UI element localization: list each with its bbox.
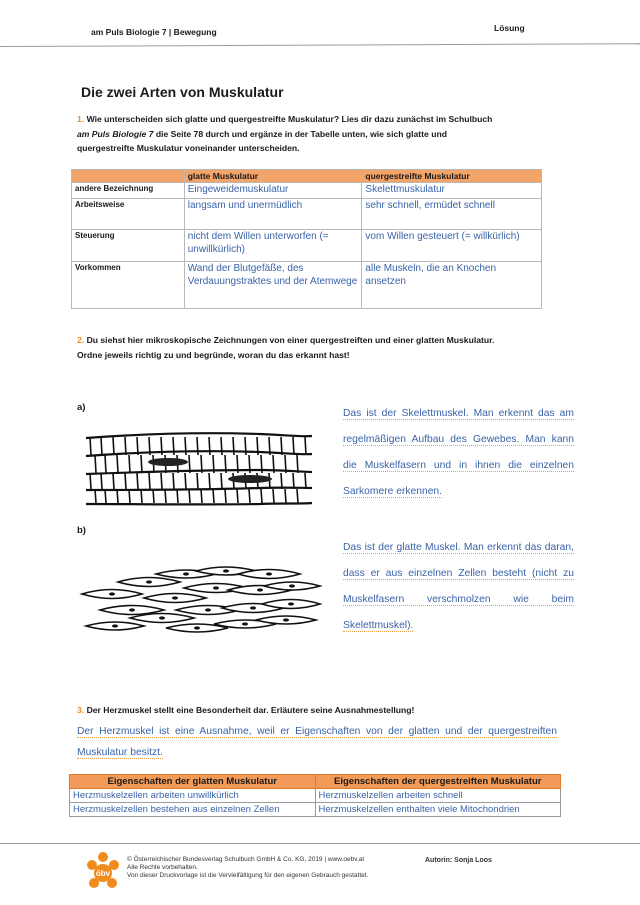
sarcomere-band [105,489,106,503]
sarcomere-band [249,489,250,503]
sarcomere-band [137,473,138,489]
header-divider [0,43,640,47]
sarcomere-band [213,455,214,473]
table-row [72,183,542,199]
table-header-row [72,170,542,183]
sarcomere-band [245,437,246,455]
table-header-striated: quergestreifte Muskulatur [362,170,542,183]
table-header-smooth: glatte Muskulatur [184,170,362,183]
table-row [72,230,542,262]
comparison-table [71,169,542,309]
cell-nucleus [213,586,219,589]
heart-muscle-table [69,774,561,817]
table-row [70,789,561,803]
cell-nucleus [146,580,152,583]
cell-nucleus [257,588,263,591]
cell-nucleus [289,584,295,587]
sarcomere-band [225,455,226,473]
cell-nucleus [283,618,289,621]
cell-nucleus [223,569,229,572]
question-3-number: 3. [77,705,85,715]
sarcomere-band [237,455,238,473]
table-header-smooth-properties: Eigenschaften der glatten Muskulatur [70,775,316,789]
row-label: andere Bezeichnung [72,183,185,199]
cell-nucleus [129,608,135,611]
sarcomere-band [165,489,166,503]
sarcomere-band [249,455,250,473]
question-1-text-a: Wie unterscheiden sich glatte und quergestreifte Muskulatur? Lies dir dazu zunächst im Schulbuch [86,114,493,124]
striated-value: Skelettmuskulatur [362,183,542,199]
sarcomere-band [129,489,130,503]
answer-b-text: Das ist der glatte Muskel. Man erkennt das daran, dass er aus einzelnen Zellen besteht (nicht zu Muskelfasern verschmolzen wie beim Skelettmuskel). [343,542,574,631]
answer-a-text: Das ist der Skelettmuskel. Man erkennt das am regelmäßigen Aufbau des Gewebes. Man kann die Muskelfasern und in ihnen die einzelnen Sarkomere erkennen. [343,408,574,497]
sarcomere-band [173,473,174,489]
sarcomere-band [293,437,294,455]
sarcomere-band [141,489,142,503]
question-2-line-2: Ordne jeweils richtig zu und begründe, woran du das erkannt hast! [77,349,350,360]
sarcomere-band [113,437,114,455]
sarcomere-band [201,489,202,503]
cell-nucleus [242,622,248,625]
sarcomere-band [113,473,114,489]
smooth-value: nicht dem Willen unterworfen (= unwillkürlich) [184,230,362,262]
sarcomere-band [297,455,298,473]
cell-nucleus [194,626,200,629]
author-credit: Autorin: Sonja Loos [425,857,492,864]
question-1-book-ref: am Puls Biologie 7 [77,128,154,139]
smooth-value: Eingeweidemuskulatur [184,183,362,199]
table-cell: Herzmuskelzellen enthalten viele Mitochondrien [315,803,561,817]
publisher-logo-icon [86,851,120,891]
answer-a [343,401,574,505]
sarcomere-band [185,473,186,489]
sarcomere-band [269,437,270,455]
striated-value: alle Muskeln, die an Knochen ansetzen [362,262,542,309]
rights-line: Alle Rechte vorbehalten. [127,864,198,871]
sarcomere-band [189,455,190,473]
cell-nucleus [183,572,189,575]
footer-copyright [127,856,368,880]
row-label: Arbeitsweise [72,199,185,230]
solution-badge: Lösung [494,23,525,33]
sarcomere-band [149,473,150,489]
sarcomere-band [95,455,96,473]
table-header-row [70,775,561,789]
cell-nucleus [109,592,115,595]
drawing-a-label: a) [77,402,86,413]
cell-nucleus [288,602,294,605]
sarcomere-band [117,455,118,473]
sarcomere-band [137,437,138,455]
sarcomere-band [201,455,202,473]
copy-note-line: Von dieser Druckvorlage ist die Vervielfältigung für den eigenen Gebrauch gestattet. [127,872,369,879]
question-1-text-c: quergestreifte Muskulatur voneinander unterscheiden. [77,143,300,153]
table-header-striated-properties: Eigenschaften der quergestreiften Muskulatur [315,775,561,789]
sarcomere-band [305,437,306,455]
table-cell: Herzmuskelzellen bestehen aus einzelnen Zellen [70,803,316,817]
sarcomere-band [101,473,102,489]
question-2-number: 2. [77,335,85,345]
sarcomere-band [177,489,178,503]
question-1-text-b: die Seite 78 durch und ergänze in der Tabelle unten, wie sich glatte und [155,128,447,139]
question-3 [77,703,577,718]
copyright-line: © Österreichischer Bundesverlag Schulbuch GmbH & Co. KG, 2019 | www.oebv.at [127,856,365,863]
table-row [72,199,542,230]
sarcomere-band [273,455,274,473]
cell-nucleus [159,616,165,619]
question-2 [77,333,577,362]
row-label: Steuerung [72,230,185,262]
question-3-text: Der Herzmuskel stellt eine Besonderheit dar. Erläutere seine Ausnahmestellung! [86,705,415,715]
sarcomere-band [281,437,282,455]
question-2-line-1: Du siehst hier mikroskopische Zeichnungen von einer quergestreiften und einer glatten Muskulatur. [86,335,495,345]
answer-3 [77,721,557,763]
table-cell: Herzmuskelzellen arbeiten schnell [315,789,561,803]
sarcomere-band [261,455,262,473]
table-row [70,803,561,817]
cell-nucleus [266,572,272,575]
cell-nucleus [250,606,256,609]
sarcomere-band [269,473,270,489]
sarcomere-band [221,437,222,455]
sarcomere-band [237,489,238,503]
sarcomere-band [129,455,130,473]
sarcomere-band [95,489,96,503]
cell-nucleus [205,608,211,611]
publisher-logo-text: öbv [95,869,111,878]
smooth-muscle-drawing [78,566,324,642]
striated-value: vom Willen gesteuert (= willkürlich) [362,230,542,262]
answer-3-text: Der Herzmuskel ist eine Ausnahme, weil er Eigenschaften von der glatten und der quergestreiften Muskulatur besitzt. [77,726,557,758]
sarcomere-band [225,489,226,503]
sarcomere-band [297,489,298,503]
sarcomere-band [149,437,150,455]
question-1-number: 1. [77,114,85,124]
book-title: am Puls Biologie 7 | Bewegung [91,27,217,37]
table-row [72,262,542,309]
sarcomere-band [153,489,154,503]
sarcomere-band [305,473,306,489]
sarcomere-band [261,489,262,503]
striated-value: sehr schnell, ermüdet schnell [362,199,542,230]
sarcomere-band [285,455,286,473]
sarcomere-band [185,437,186,455]
sarcomere-band [233,437,234,455]
sarcomere-band [161,437,162,455]
page-title: Die zwei Arten von Muskulatur [81,84,284,100]
sarcomere-band [209,473,210,489]
sarcomere-band [281,473,282,489]
smooth-value: Wand der Blutgefäße, des Verdauungstraktes und der Atemwege [184,262,362,309]
sarcomere-band [189,489,190,503]
sarcomere-band [173,437,174,455]
cell-nucleus [112,624,118,627]
sarcomere-band [125,473,126,489]
sarcomere-band [257,437,258,455]
sarcomere-band [101,437,102,455]
drawing-b-label: b) [77,525,86,536]
sarcomere-band [125,437,126,455]
sarcomere-band [161,473,162,489]
sarcomere-band [105,455,106,473]
cell-nucleus [172,596,178,599]
footer-divider [0,843,640,844]
row-label: Vorkommen [72,262,185,309]
sarcomere-band [141,455,142,473]
sarcomere-band [273,489,274,503]
sarcomere-band [90,473,91,489]
question-1 [77,112,567,156]
table-header-empty [72,170,185,183]
sarcomere-band [90,437,91,455]
sarcomere-band [197,437,198,455]
sarcomere-band [221,473,222,489]
sarcomere-band [293,473,294,489]
sarcomere-band [197,473,198,489]
answer-b [343,535,574,639]
sarcomere-band [117,489,118,503]
table-cell: Herzmuskelzellen arbeiten unwillkürlich [70,789,316,803]
smooth-value: langsam und unermüdlich [184,199,362,230]
sarcomere-band [213,489,214,503]
sarcomere-band [209,437,210,455]
sarcomere-band [285,489,286,503]
striated-muscle-drawing [80,428,318,508]
